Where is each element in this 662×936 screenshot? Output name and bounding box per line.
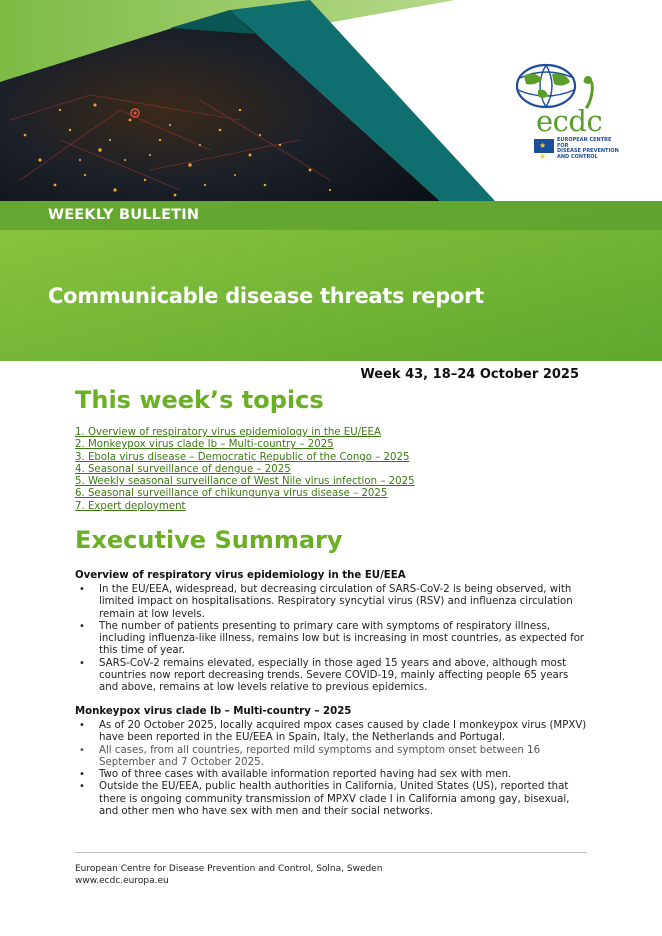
topic-link-7[interactable]: 7. Expert deployment [75, 500, 186, 512]
bullet-item: • Two of three cases with available information reported having had sex with men. [75, 769, 590, 781]
footer [75, 863, 382, 888]
bullet-item: • As of 20 October 2025, locally acquired mpox cases caused by clade I monkeypox virus (MPXV) have been reported in the EU/EEA in Spain, Italy, the Netherlands and Portugal. [75, 720, 590, 745]
topic-link-4[interactable]: 4. Seasonal surveillance of dengue – 2025 [75, 463, 291, 475]
topics-heading: This week’s topics [75, 386, 324, 414]
topic-link-3[interactable]: 3. Ebola virus disease – Democratic Republic of the Congo – 2025 [75, 451, 410, 463]
topic-link-5[interactable]: 5. Weekly seasonal surveillance of West Nile virus infection – 2025 [75, 476, 415, 488]
bullet-item: • All cases, from all countries, reported mild symptoms and symptom onset between 16 September and 7 October 2025. [75, 745, 590, 770]
eu-flag-icon: ★ ★ [534, 139, 554, 153]
topic-link-2[interactable]: 2. Monkeypox virus clade Ib – Multi-country – 2025 [75, 439, 334, 451]
ecdc-org-name: EUROPEAN CENTRE FOR DISEASE PREVENTION AND CONTROL [557, 137, 619, 160]
topic-item [75, 452, 415, 464]
bullet-item: • The number of patients presenting to primary care with symptoms of respiratory illness, including influenza-like illness, remains low but is increasing in most countries, as expected for this time of year. [75, 621, 590, 658]
ecdc-wordmark: ecdc [536, 104, 603, 138]
executive-summary-heading: Executive Summary [75, 526, 343, 554]
topic-item [75, 476, 415, 488]
mpox-section-heading: Monkeypox virus clade Ib – Multi-country – 2025 [75, 706, 352, 717]
respiratory-section-heading: Overview of respiratory virus epidemiology in the EU/EEA [75, 570, 406, 581]
respiratory-bullets [75, 584, 590, 695]
bullet-item: • Outside the EU/EEA, public health authorities in California, United States (US), reported that there is ongoing community transmission of MPXV clade I in California among gay, bisexual, and other men who have sex with men and their social networks. [75, 781, 590, 818]
ecdc-logo [512, 62, 622, 162]
topic-item [75, 501, 415, 513]
report-title: Communicable disease threats report [48, 284, 484, 308]
footer-org: European Centre for Disease Prevention and Control, Solna, Sweden [75, 864, 383, 874]
topic-item [75, 427, 415, 439]
footer-url[interactable]: www.ecdc.europa.eu [75, 876, 169, 887]
bulletin-label: WEEKLY BULLETIN [48, 207, 200, 223]
cover-banner [0, 0, 662, 361]
footer-divider [75, 852, 587, 853]
topics-list [75, 427, 415, 513]
topic-item [75, 439, 415, 451]
week-range: Week 43, 18–24 October 2025 [360, 367, 579, 382]
topic-item [75, 488, 415, 500]
topic-link-1[interactable]: 1. Overview of respiratory virus epidemiology in the EU/EEA [75, 427, 381, 438]
topic-link-6[interactable]: 6. Seasonal surveillance of chikungunya virus disease – 2025 [75, 488, 388, 500]
bullet-item: • In the EU/EEA, widespread, but decreasing circulation of SARS-CoV-2 is being observed, with limited impact on hospitalisations. Respiratory syncytial virus (RSV) and influenza circulation remain at low levels. [75, 584, 590, 621]
mpox-bullets [75, 720, 590, 818]
topic-item [75, 464, 415, 476]
bullet-item: • SARS-CoV-2 remains elevated, especially in those aged 15 years and above, although most countries now report decreasing trends. Severe COVID-19, mainly affecting people 65 years and above, remains at low levels relative to previous epidemics. [75, 658, 590, 695]
